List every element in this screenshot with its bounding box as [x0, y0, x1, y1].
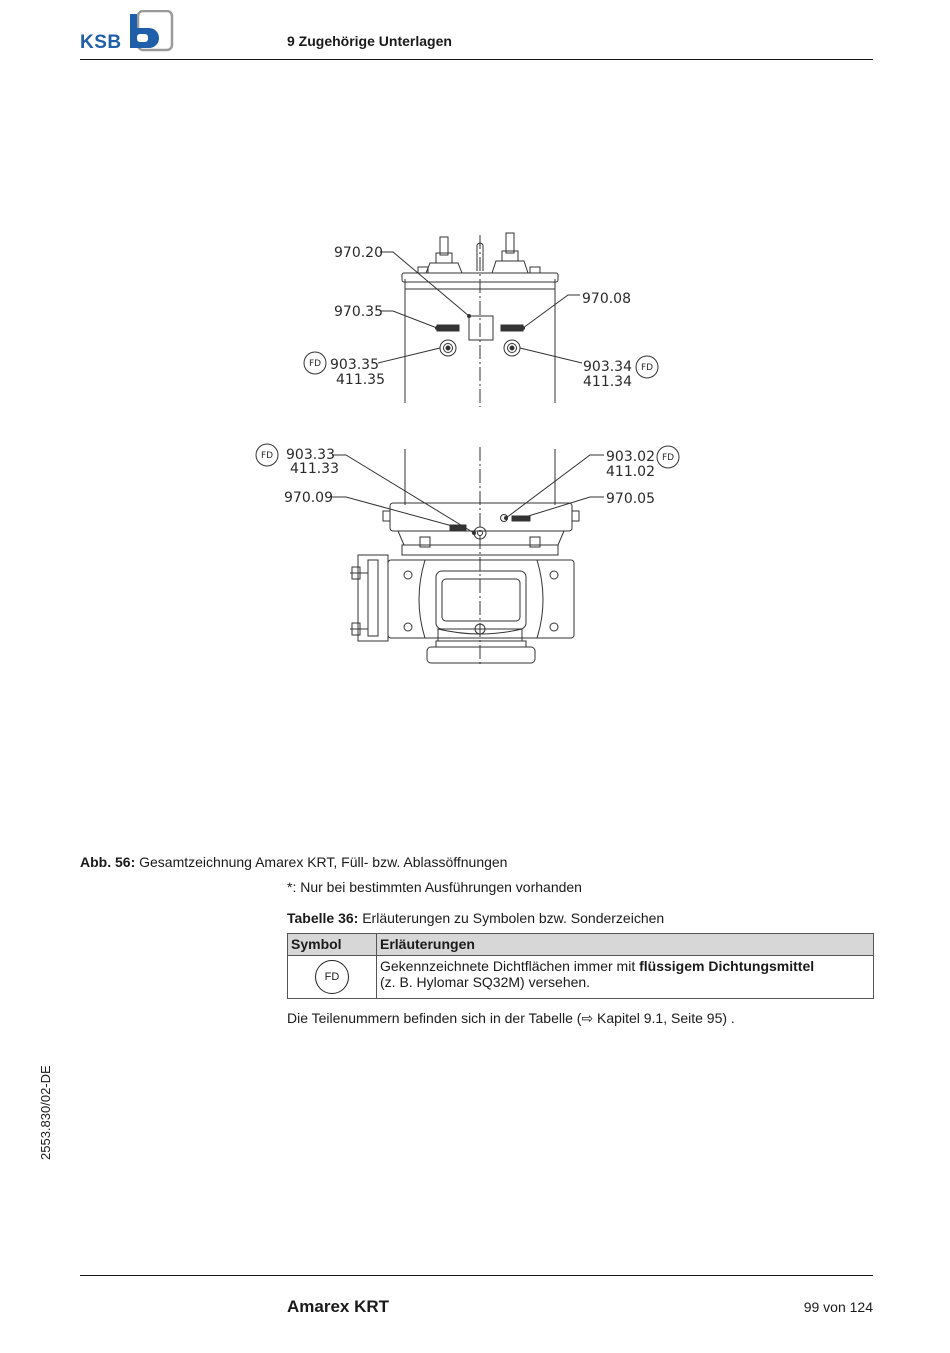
reference-text: Die Teilenummern befinden sich in der Tabelle ( [287, 1010, 582, 1026]
figure-note: *: Nur bei bestimmten Ausführungen vorhanden [287, 879, 582, 895]
chapter-link[interactable]: Kapitel 9.1, Seite 95) [593, 1010, 728, 1026]
symbol-cell [288, 956, 377, 999]
part-label-411-35: 411.35 [336, 372, 385, 388]
technical-drawing [250, 215, 680, 675]
part-label-970-20: 970.20 [334, 245, 383, 261]
chapter-title: 9 Zugehörige Unterlagen [287, 33, 452, 49]
product-name: Amarex KRT [287, 1297, 390, 1316]
column-header-symbol: Symbol [288, 934, 377, 956]
table-label: Tabelle 36: [287, 910, 359, 926]
part-label-970-05: 970.05 [606, 491, 655, 507]
part-label-970-35: 970.35 [334, 304, 383, 320]
reference-line [287, 1010, 735, 1027]
table-header-row [288, 934, 874, 956]
table-caption-text: Erläuterungen zu Symbolen bzw. Sonderzeichen [358, 910, 665, 926]
part-label-411-33: 411.33 [290, 461, 339, 477]
document-number: 2553.830/02-DE [38, 1065, 53, 1160]
part-label-903-35: 903.35 [330, 357, 379, 373]
part-label-970-08: 970.08 [582, 291, 631, 307]
table-row [288, 956, 874, 999]
fd-marker-label: FD [661, 453, 675, 463]
part-label-411-02: 411.02 [606, 464, 655, 480]
ksb-logo-mark-icon [128, 10, 174, 52]
part-label-411-34: 411.34 [583, 374, 632, 390]
header-divider [80, 59, 873, 60]
explanation-bold: flüssigem Dichtungsmittel [639, 958, 815, 974]
table-caption [287, 910, 664, 926]
part-label-903-02: 903.02 [606, 449, 655, 465]
reference-end: . [727, 1010, 735, 1026]
footer-divider [80, 1275, 873, 1276]
part-label-903-34: 903.34 [583, 359, 632, 375]
logo-text: KSB [80, 32, 122, 53]
explanation-text-end: (z. B. Hylomar SQ32M) versehen. [380, 974, 591, 990]
fd-symbol-icon: FD [315, 960, 349, 994]
figure-label: Abb. 56: [80, 854, 136, 870]
page-number: 99 von 124 [803, 1299, 873, 1315]
fd-marker-label: FD [260, 451, 274, 461]
explanation-cell [377, 956, 874, 999]
column-header-explanation: Erläuterungen [377, 934, 874, 956]
part-label-903-33: 903.33 [286, 447, 335, 463]
figure-caption [80, 854, 507, 870]
figure-caption-text: Gesamtzeichnung Amarex KRT, Füll- bzw. Ablassöffnungen [135, 854, 508, 870]
cross-reference-arrow-icon: ⇨ [581, 1010, 594, 1026]
fd-marker-label: FD [640, 363, 654, 373]
part-label-970-09: 970.09 [284, 490, 333, 506]
ksb-logo [80, 10, 176, 54]
symbols-table [287, 933, 874, 999]
explanation-text: Gekennzeichnete Dichtflächen immer mit [380, 958, 640, 974]
fd-marker-label: FD [308, 359, 322, 369]
